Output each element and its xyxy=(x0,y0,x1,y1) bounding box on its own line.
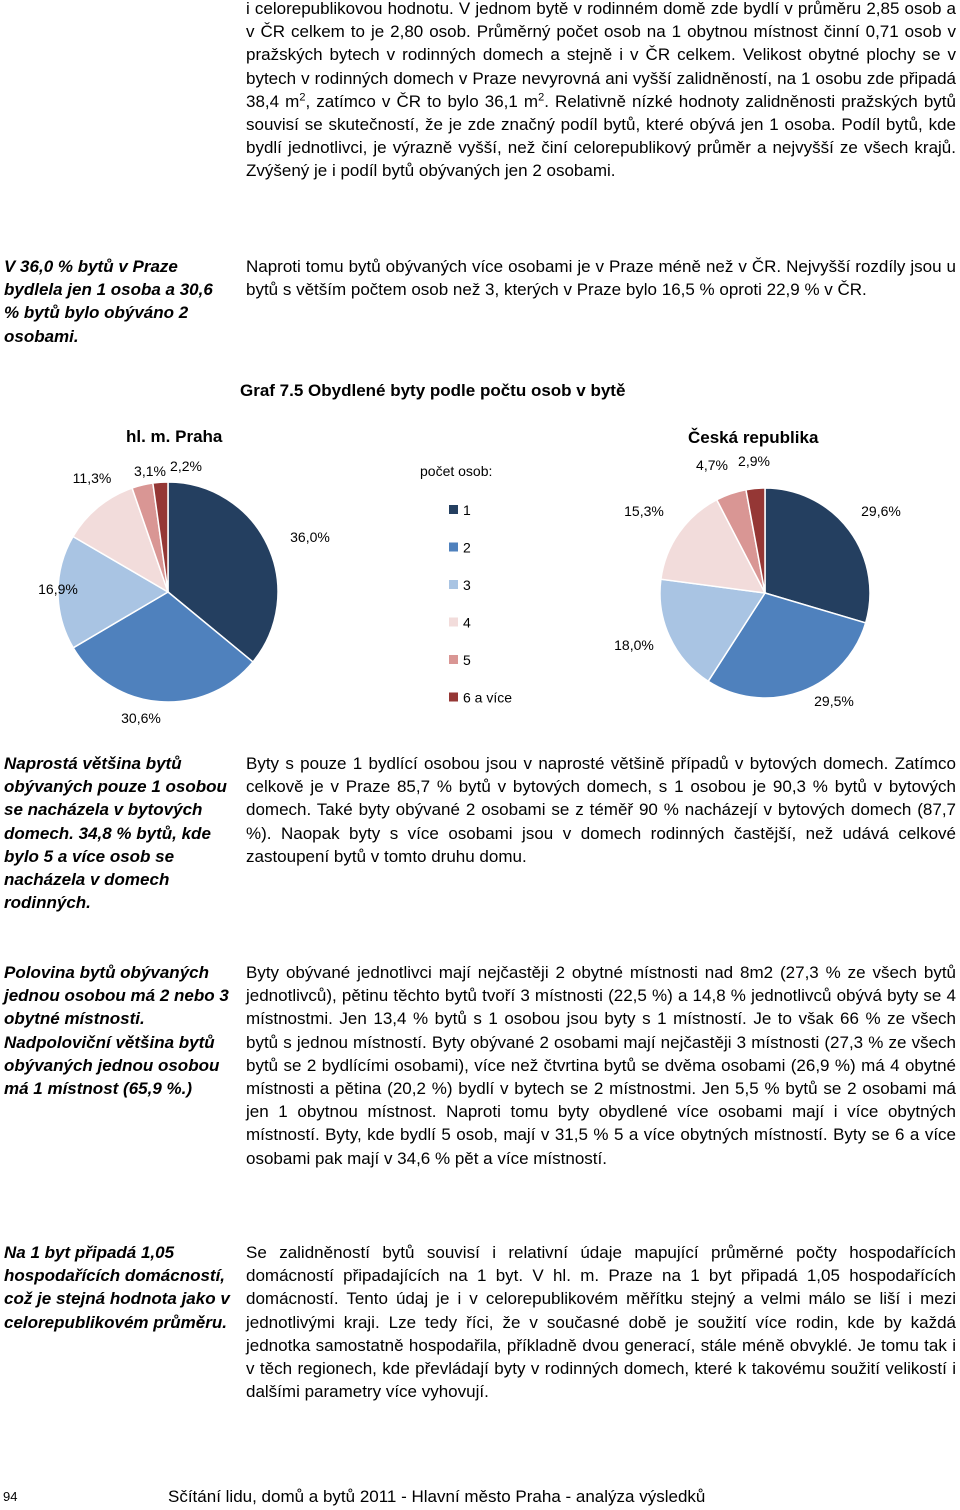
data-label-cr-1: 29,6% xyxy=(861,503,901,519)
legend-swatch-4 xyxy=(449,618,458,627)
data-label-cr-4: 15,3% xyxy=(624,503,664,519)
legend-label-6: 6 a více xyxy=(463,689,513,706)
data-label-cr-6: 2,9% xyxy=(738,453,770,469)
paragraph-household-size: i celorepublikovou hodnotu. V jednom bytě v rodinném domě zde bydlí v průměru 2,85 osob a v ČR celkem to je 2,80 osob. Průměrný počet osob na 1 obytnou místnost činní 0,71 osob v pražských bytech v rodinných domech a stejně i v ČR celkem. Velikost obytné plochy se v bytech v rodinných domech v Praze nevyrovná ani vyšší zalidněností, na 1 osobu zde připadá 38,4 $m^2$, zatímco v ČR to bylo 36,1 $m^2$. Relativně nízké hodnoty zalidněnosti pražských bytů souvisí se skutečností, že je zde značný podíl bytů, které obývá jen 1 osoba. Podíl bytů, kde bydlí jednotlivci, je výrazně vyšší, než činí celorepublikový průměr a nejvyšší ze všech krajů. Zvýšený je i podíl bytů obývaných jen 2 osobami. xyxy=(246,0,956,181)
legend-label-4: 4 xyxy=(463,614,471,631)
legend-swatch-2 xyxy=(449,543,458,552)
data-label-cr-3: 18,0% xyxy=(614,637,654,653)
sidenote-occupancy: V 36,0 % bytů v Praze bydlela jen 1 osoba a 30,6 % bytů bylo obýváno 2 osobami. xyxy=(4,257,213,346)
legend-label-1: 1 xyxy=(463,502,471,518)
legend-label-2: 2 xyxy=(463,539,471,556)
chart-title: Graf 7.5 Obydlené byty podle počtu osob v bytě xyxy=(240,381,626,400)
paragraph-building-type: Byty s pouze 1 bydlící osobou jsou v naprosté většině případů v bytových domech. Zatímco celkově je v Praze 85,7 % bytů v bytových domech, s 1 osobou je 90,3 % bytů v bytových domech. Také byty obývané 2 osobami se z téměř 90 % nacházejí v bytových domech (87,7 %). Naopak byty s více osobami jsou v domech rodinných častější, než udává celkové zastoupení bytů v tomto druhu domu. xyxy=(246,754,956,866)
legend xyxy=(449,502,512,706)
footer-title: Sčítání lidu, domů a bytů 2011 - Hlavní město Praha - analýza výsledků xyxy=(168,1487,706,1506)
paragraph-households-per-dwelling: Se zalidněností bytů souvisí i relativní údaje mapující průměrné počty hospodařících domácností připadajících na 1 byt. V hl. m. Praze na 1 byt připadá 1,05 hospodařících domácností. Tento údaj je i v celorepublikovém měřítku stejný a velmi málo se liší i mezi jednotlivými kraji. Lze tedy říci, že v současné době je soužití více rodin, kde by každá jednotka samostatně hospodařila, příkladně dvou generací, stále méně obvyklé. Je tomu tak i v těch regionech, kde převládají byty v rodinných domech, které k takovému soužití velikostí i dalšími parametry více vyhovují. xyxy=(246,1243,956,1402)
sidenote-rooms: Polovina bytů obývaných jednou osobou má 2 nebo 3 obytné místnosti. Nadpoloviční většina bytů obývaných jednou osobou má 1 místnost (65,9 %.) xyxy=(4,963,229,1099)
series-name-cr: Česká republika xyxy=(688,428,819,447)
pie-cr xyxy=(614,453,901,709)
data-label-praha-1: 36,0% xyxy=(290,529,330,545)
legend-swatch-5 xyxy=(449,655,458,664)
legend-label-5: 5 xyxy=(463,652,471,668)
data-label-praha-5: 3,1% xyxy=(134,463,166,479)
legend-swatch-1 xyxy=(449,505,458,514)
pie-praha xyxy=(38,458,330,726)
data-label-praha-4: 11,3% xyxy=(72,470,112,486)
legend-swatch-6 xyxy=(449,693,458,702)
pie-chart-figure xyxy=(0,410,960,745)
sidenote-building-type: Naprostá většina bytů obývaných pouze 1 osobou se nacházela v bytových domech. 34,8 % bytů, kde bylo 5 a více osob se nacházela v domech rodinných. xyxy=(4,754,227,913)
data-label-cr-2: 29,5% xyxy=(814,693,854,709)
data-label-praha-6: 2,2% xyxy=(170,458,202,474)
data-label-cr-5: 4,7% xyxy=(696,457,728,473)
paragraph-rooms: Byty obývané jednotlivci mají nejčastěji 2 obytné místnosti nad 8m2 (27,3 % ze všech bytů jednotlivců), pětinu těchto bytů tvoří 3 místnosti (22,5 %) a 14,8 % jednotlivců obývá byty se 4 místnostmi. Jen 13,4 % bytů s 1 osobou jsou byty s 1 místností. Je to však 66 % ze všech bytů s jednou místností. Byty obývané 2 osobami mají nejčastěji 3 místnosti (27,3 % ze všech bytů se 2 bydlícími osobami), více než čtvrtina bytů se dvěma osobami (26,9 %) má 4 obytné místnosti a pětina (20,2 %) bydlí v bytech se 2 místnostmi. Jen 5,5 % bytů se 2 osobami má jen 1 obytnou místnost. Naproti tomu byty obydlené více osobami mají i více obytných místností. Byty, kde bydlí 5 osob, mají v 31,5 % 5 a více obytných místností. Byty se 6 a více osobami pak mají v 34,6 % pět a více místností. xyxy=(246,963,956,1168)
paragraph-larger-households: Naproti tomu bytů obývaných více osobami je v Praze méně než v ČR. Nejvyšší rozdíly jsou u bytů s větším počtem osob než 3, kterých v Praze bylo 16,5 % oproti 22,9 % v ČR. xyxy=(246,257,956,300)
data-label-praha-2: 30,6% xyxy=(121,710,161,726)
legend-title: počet osob: xyxy=(420,463,493,479)
sidenote-households-per-dwelling: Na 1 byt připadá 1,05 hospodařících domácností, což je stejná hodnota jako v celorepublikovém průměru. xyxy=(4,1243,230,1332)
series-name-praha: hl. m. Praha xyxy=(126,427,223,446)
legend-swatch-3 xyxy=(449,580,458,589)
data-label-praha-3: 16,9% xyxy=(38,581,78,597)
page-number: 94 xyxy=(3,1489,18,1504)
legend-label-3: 3 xyxy=(463,577,471,593)
